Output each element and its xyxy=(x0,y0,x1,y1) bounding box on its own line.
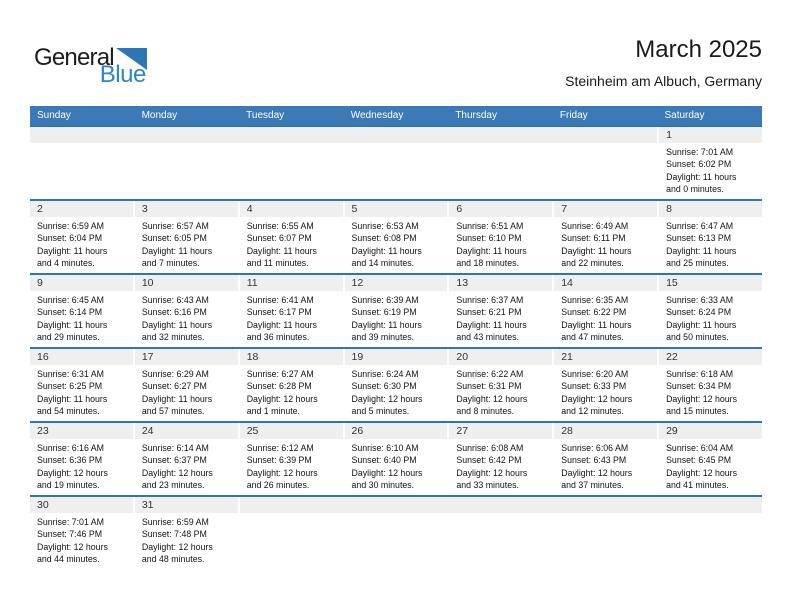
day-cell-31 xyxy=(135,497,238,569)
day-cell-22 xyxy=(659,349,762,421)
daylight-line-2: and 8 minutes. xyxy=(456,406,515,417)
day-cell-30 xyxy=(30,497,133,569)
daylight-line-1: Daylight: 11 hours xyxy=(666,245,737,256)
day-details xyxy=(659,365,762,418)
sunrise-line: Sunrise: 6:14 AM xyxy=(141,443,209,453)
day-number: 4 xyxy=(246,203,253,215)
sunset-line: Sunset: 6:25 PM xyxy=(37,381,103,392)
day-number-band xyxy=(135,497,238,513)
day-number: 15 xyxy=(666,277,678,289)
day-number: 2 xyxy=(37,203,43,215)
day-number: 14 xyxy=(561,277,573,289)
daylight-line-1: Daylight: 12 hours xyxy=(351,393,423,404)
week-row xyxy=(30,495,762,569)
title-block xyxy=(565,36,762,89)
sunrise-line: Sunrise: 6:06 AM xyxy=(561,443,629,453)
daylight-line-1: Daylight: 11 hours xyxy=(246,319,317,330)
day-number-band xyxy=(659,349,762,365)
sunrise-line: Sunrise: 6:33 AM xyxy=(666,295,734,305)
day-details xyxy=(240,217,343,270)
day-number: 25 xyxy=(246,425,259,437)
day-number-band xyxy=(659,127,762,143)
daylight-line-1: Daylight: 12 hours xyxy=(141,541,213,552)
sunset-line: Sunset: 6:28 PM xyxy=(246,381,312,392)
day-details xyxy=(30,217,133,270)
day-cell-2 xyxy=(30,201,133,273)
day-number-band xyxy=(135,201,238,217)
sunrise-line: Sunrise: 7:01 AM xyxy=(666,147,734,157)
day-cell-20 xyxy=(449,349,552,421)
daylight-line-1: Daylight: 12 hours xyxy=(456,393,528,404)
sunset-line: Sunset: 6:37 PM xyxy=(141,455,207,466)
page-title: March 2025 xyxy=(635,36,762,63)
sunset-line: Sunset: 6:10 PM xyxy=(456,233,522,244)
day-number: 27 xyxy=(456,425,469,437)
weekday-label-saturday: Saturday xyxy=(664,110,705,121)
daylight-line-2: and 48 minutes. xyxy=(141,554,205,565)
sunset-line: Sunset: 6:02 PM xyxy=(666,159,732,170)
week-row xyxy=(30,125,762,199)
daylight-line-1: Daylight: 11 hours xyxy=(666,319,737,330)
day-number-band xyxy=(240,497,762,513)
day-details xyxy=(659,291,762,344)
daylight-line-1: Daylight: 11 hours xyxy=(37,319,108,330)
sunset-line: Sunset: 6:07 PM xyxy=(246,233,312,244)
daylight-line-2: and 33 minutes. xyxy=(456,480,519,491)
day-details xyxy=(240,439,343,492)
daylight-line-1: Daylight: 11 hours xyxy=(456,245,527,256)
day-details xyxy=(554,365,657,418)
sunset-line: Sunset: 6:13 PM xyxy=(666,233,732,244)
logo-text-general: General xyxy=(34,44,114,71)
day-number: 24 xyxy=(141,425,154,437)
day-number: 5 xyxy=(351,203,358,215)
daylight-line-2: and 14 minutes. xyxy=(351,258,415,269)
day-details xyxy=(135,439,238,492)
sunset-line: Sunset: 6:43 PM xyxy=(561,455,627,466)
day-number: 13 xyxy=(456,277,469,289)
day-details xyxy=(554,217,657,270)
weekday-label-friday: Friday xyxy=(559,110,588,121)
daylight-line-2: and 22 minutes. xyxy=(561,258,624,269)
week-row xyxy=(30,273,762,347)
sunset-line: Sunset: 6:24 PM xyxy=(666,307,732,318)
day-number-band xyxy=(659,275,762,291)
daylight-line-2: and 26 minutes. xyxy=(246,480,310,491)
sunrise-line: Sunrise: 7:01 AM xyxy=(37,517,104,527)
day-number: 6 xyxy=(456,203,463,215)
day-details xyxy=(449,291,552,344)
day-cell-7 xyxy=(554,201,657,273)
weekday-label-tuesday: Tuesday xyxy=(246,110,285,121)
day-cell-27 xyxy=(449,423,552,495)
daylight-line-1: Daylight: 12 hours xyxy=(37,467,108,478)
day-number-band xyxy=(240,275,343,291)
sunset-line: Sunset: 6:11 PM xyxy=(561,233,626,244)
day-cell-4 xyxy=(240,201,343,273)
day-details xyxy=(554,439,657,492)
daylight-line-2: and 41 minutes. xyxy=(666,480,729,491)
day-number-band xyxy=(659,201,762,217)
day-number-band xyxy=(659,423,762,439)
day-number: 28 xyxy=(561,425,573,437)
day-number-band xyxy=(345,349,448,365)
day-details xyxy=(30,439,133,492)
daylight-line-2: and 29 minutes. xyxy=(37,332,100,343)
daylight-line-2: and 11 minutes. xyxy=(246,258,309,269)
day-cell-25 xyxy=(240,423,343,495)
sunrise-line: Sunrise: 6:12 AM xyxy=(246,443,314,453)
sunrise-line: Sunrise: 6:47 AM xyxy=(666,221,734,231)
daylight-line-2: and 43 minutes. xyxy=(456,332,519,343)
day-number: 17 xyxy=(141,351,154,363)
day-number: 16 xyxy=(37,351,49,363)
daylight-line-2: and 32 minutes. xyxy=(141,332,205,343)
sunset-line: Sunset: 6:34 PM xyxy=(666,381,732,392)
sunrise-line: Sunrise: 6:20 AM xyxy=(561,369,629,379)
day-cell-8 xyxy=(659,201,762,273)
sunset-line: Sunset: 6:30 PM xyxy=(351,381,417,392)
day-number-band xyxy=(240,423,343,439)
day-details xyxy=(135,291,238,344)
day-number-band xyxy=(30,349,133,365)
sunset-line: Sunset: 6:39 PM xyxy=(246,455,312,466)
day-number: 1 xyxy=(666,129,672,141)
day-number-band xyxy=(554,349,657,365)
daylight-line-1: Daylight: 12 hours xyxy=(561,467,633,478)
day-details xyxy=(659,439,762,492)
daylight-line-2: and 18 minutes. xyxy=(456,258,519,269)
sunrise-line: Sunrise: 6:59 AM xyxy=(141,517,209,527)
sunrise-line: Sunrise: 6:39 AM xyxy=(351,295,419,305)
daylight-line-2: and 25 minutes. xyxy=(666,258,729,269)
general-blue-logo xyxy=(34,46,147,87)
day-details xyxy=(345,365,448,418)
day-details xyxy=(30,291,133,344)
daylight-line-1: Daylight: 12 hours xyxy=(246,467,318,478)
day-details xyxy=(240,365,343,418)
day-cell-empty xyxy=(30,127,657,199)
daylight-line-2: and 54 minutes. xyxy=(37,406,100,417)
daylight-line-2: and 36 minutes. xyxy=(246,332,310,343)
weekday-label-sunday: Sunday xyxy=(37,110,71,121)
daylight-line-2: and 1 minute. xyxy=(246,406,300,417)
sunset-line: Sunset: 6:08 PM xyxy=(351,233,417,244)
day-details xyxy=(554,291,657,344)
day-cell-15 xyxy=(659,275,762,347)
day-number: 11 xyxy=(246,277,258,289)
day-number: 26 xyxy=(351,425,364,437)
daylight-line-2: and 47 minutes. xyxy=(561,332,624,343)
day-number-band xyxy=(30,497,133,513)
day-details xyxy=(135,513,238,566)
daylight-line-1: Daylight: 11 hours xyxy=(246,245,317,256)
day-number-band xyxy=(135,423,238,439)
day-details xyxy=(240,291,343,344)
day-cell-19 xyxy=(345,349,448,421)
sunset-line: Sunset: 6:31 PM xyxy=(456,381,522,392)
daylight-line-1: Daylight: 12 hours xyxy=(37,541,108,552)
sunrise-line: Sunrise: 6:29 AM xyxy=(141,369,209,379)
week-row xyxy=(30,199,762,273)
calendar-grid xyxy=(30,125,762,569)
day-cell-9 xyxy=(30,275,133,347)
day-details xyxy=(659,217,762,270)
sunset-line: Sunset: 7:46 PM xyxy=(37,529,103,540)
daylight-line-1: Daylight: 12 hours xyxy=(456,467,528,478)
daylight-line-1: Daylight: 11 hours xyxy=(456,319,527,330)
sunrise-line: Sunrise: 6:10 AM xyxy=(351,443,419,453)
day-cell-17 xyxy=(135,349,238,421)
day-details xyxy=(449,439,552,492)
daylight-line-2: and 5 minutes. xyxy=(351,406,410,417)
daylight-line-1: Daylight: 11 hours xyxy=(141,245,213,256)
day-cell-empty xyxy=(240,497,762,569)
day-cell-6 xyxy=(449,201,552,273)
day-number-band xyxy=(135,275,238,291)
daylight-line-1: Daylight: 12 hours xyxy=(666,393,737,404)
day-number: 8 xyxy=(666,203,672,215)
sunset-line: Sunset: 6:14 PM xyxy=(37,307,103,318)
day-details xyxy=(30,513,133,566)
day-number-band xyxy=(30,127,657,143)
day-details xyxy=(449,217,552,270)
day-number: 31 xyxy=(141,499,154,511)
sunrise-line: Sunrise: 6:08 AM xyxy=(456,443,524,453)
day-cell-13 xyxy=(449,275,552,347)
daylight-line-2: and 7 minutes. xyxy=(141,258,200,269)
day-number-band xyxy=(449,349,552,365)
daylight-line-1: Daylight: 11 hours xyxy=(561,319,632,330)
sunset-line: Sunset: 6:16 PM xyxy=(141,307,207,318)
day-number-band xyxy=(240,349,343,365)
day-cell-28 xyxy=(554,423,657,495)
sunset-line: Sunset: 6:40 PM xyxy=(351,455,417,466)
day-cell-18 xyxy=(240,349,343,421)
day-number-band xyxy=(554,423,657,439)
day-number-band xyxy=(30,201,133,217)
day-cell-12 xyxy=(345,275,448,347)
sunset-line: Sunset: 6:45 PM xyxy=(666,455,732,466)
day-number: 29 xyxy=(666,425,678,437)
day-cell-24 xyxy=(135,423,238,495)
sunrise-line: Sunrise: 6:43 AM xyxy=(141,295,209,305)
calendar xyxy=(30,106,762,569)
daylight-line-1: Daylight: 12 hours xyxy=(666,467,737,478)
daylight-line-1: Daylight: 11 hours xyxy=(351,319,422,330)
sunset-line: Sunset: 6:05 PM xyxy=(141,233,207,244)
day-details xyxy=(135,217,238,270)
week-row xyxy=(30,421,762,495)
day-cell-26 xyxy=(345,423,448,495)
day-number-band xyxy=(345,201,448,217)
sunrise-line: Sunrise: 6:27 AM xyxy=(246,369,314,379)
day-number-band xyxy=(30,423,133,439)
day-number-band xyxy=(449,423,552,439)
daylight-line-2: and 4 minutes. xyxy=(37,258,95,269)
sunrise-line: Sunrise: 6:04 AM xyxy=(666,443,734,453)
day-number: 20 xyxy=(456,351,469,363)
daylight-line-2: and 44 minutes. xyxy=(37,554,100,565)
day-number: 21 xyxy=(561,351,573,363)
day-number-band xyxy=(30,275,133,291)
sunset-line: Sunset: 6:17 PM xyxy=(246,307,312,318)
day-cell-21 xyxy=(554,349,657,421)
sunset-line: Sunset: 6:33 PM xyxy=(561,381,627,392)
sunset-line: Sunset: 6:36 PM xyxy=(37,455,103,466)
daylight-line-2: and 12 minutes. xyxy=(561,406,624,417)
daylight-line-2: and 37 minutes. xyxy=(561,480,624,491)
sunset-line: Sunset: 6:21 PM xyxy=(456,307,522,318)
day-number: 12 xyxy=(351,277,364,289)
day-number: 9 xyxy=(37,277,43,289)
day-details xyxy=(30,365,133,418)
daylight-line-1: Daylight: 12 hours xyxy=(561,393,633,404)
sunset-line: Sunset: 7:48 PM xyxy=(141,529,207,540)
day-details xyxy=(345,439,448,492)
day-details xyxy=(345,217,448,270)
daylight-line-1: Daylight: 12 hours xyxy=(351,467,423,478)
day-details xyxy=(345,291,448,344)
sunrise-line: Sunrise: 6:24 AM xyxy=(351,369,419,379)
sunrise-line: Sunrise: 6:49 AM xyxy=(561,221,629,231)
daylight-line-2: and 30 minutes. xyxy=(351,480,415,491)
daylight-line-2: and 0 minutes. xyxy=(666,184,724,195)
day-number-band xyxy=(449,275,552,291)
sunrise-line: Sunrise: 6:57 AM xyxy=(141,221,209,231)
sunrise-line: Sunrise: 6:53 AM xyxy=(351,221,419,231)
day-cell-11 xyxy=(240,275,343,347)
day-number: 19 xyxy=(351,351,364,363)
day-cell-23 xyxy=(30,423,133,495)
daylight-line-1: Daylight: 11 hours xyxy=(561,245,632,256)
sunrise-line: Sunrise: 6:31 AM xyxy=(37,369,104,379)
day-details xyxy=(135,365,238,418)
day-cell-29 xyxy=(659,423,762,495)
day-number: 7 xyxy=(561,203,568,215)
daylight-line-2: and 23 minutes. xyxy=(141,480,205,491)
week-row xyxy=(30,347,762,421)
day-cell-5 xyxy=(345,201,448,273)
sunset-line: Sunset: 6:22 PM xyxy=(561,307,627,318)
daylight-line-1: Daylight: 12 hours xyxy=(246,393,318,404)
day-cell-10 xyxy=(135,275,238,347)
sunset-line: Sunset: 6:27 PM xyxy=(141,381,207,392)
daylight-line-1: Daylight: 11 hours xyxy=(37,245,108,256)
sunrise-line: Sunrise: 6:51 AM xyxy=(456,221,524,231)
sunrise-line: Sunrise: 6:16 AM xyxy=(37,443,104,453)
day-number: 30 xyxy=(37,499,49,511)
daylight-line-2: and 19 minutes. xyxy=(37,480,100,491)
day-cell-3 xyxy=(135,201,238,273)
daylight-line-2: and 15 minutes. xyxy=(666,406,729,417)
sunrise-line: Sunrise: 6:59 AM xyxy=(37,221,104,231)
day-number-band xyxy=(554,275,657,291)
daylight-line-2: and 57 minutes. xyxy=(141,406,205,417)
daylight-line-1: Daylight: 11 hours xyxy=(141,319,213,330)
logo-text-blue: Blue xyxy=(99,61,146,88)
sunrise-line: Sunrise: 6:37 AM xyxy=(456,295,524,305)
daylight-line-1: Daylight: 12 hours xyxy=(141,467,213,478)
daylight-line-1: Daylight: 11 hours xyxy=(37,393,108,404)
sunrise-line: Sunrise: 6:18 AM xyxy=(666,369,734,379)
sunset-line: Sunset: 6:04 PM xyxy=(37,233,103,244)
day-details xyxy=(449,365,552,418)
weekday-label-thursday: Thursday xyxy=(455,110,497,121)
day-number: 23 xyxy=(37,425,49,437)
page-subtitle: Steinheim am Albuch, Germany xyxy=(565,72,762,89)
day-number: 22 xyxy=(666,351,678,363)
day-number: 3 xyxy=(141,203,148,215)
day-cell-16 xyxy=(30,349,133,421)
sunset-line: Sunset: 6:19 PM xyxy=(351,307,417,318)
sunrise-line: Sunrise: 6:22 AM xyxy=(456,369,524,379)
daylight-line-2: and 50 minutes. xyxy=(666,332,729,343)
day-number-band xyxy=(554,201,657,217)
daylight-line-1: Daylight: 11 hours xyxy=(141,393,213,404)
day-number-band xyxy=(449,201,552,217)
day-number-band xyxy=(345,275,448,291)
sunset-line: Sunset: 6:42 PM xyxy=(456,455,522,466)
day-number-band xyxy=(345,423,448,439)
daylight-line-1: Daylight: 11 hours xyxy=(351,245,422,256)
day-number: 18 xyxy=(246,351,259,363)
weekday-label-monday: Monday xyxy=(141,110,178,121)
sunrise-line: Sunrise: 6:35 AM xyxy=(561,295,629,305)
sunrise-line: Sunrise: 6:55 AM xyxy=(246,221,314,231)
sunrise-line: Sunrise: 6:45 AM xyxy=(37,295,104,305)
weekday-label-wednesday: Wednesday xyxy=(350,110,404,121)
day-number-band xyxy=(135,349,238,365)
sunrise-line: Sunrise: 6:41 AM xyxy=(246,295,314,305)
day-number: 10 xyxy=(141,277,154,289)
day-cell-1 xyxy=(659,127,762,199)
day-number-band xyxy=(240,201,343,217)
day-cell-14 xyxy=(554,275,657,347)
daylight-line-2: and 39 minutes. xyxy=(351,332,415,343)
daylight-line-1: Daylight: 11 hours xyxy=(666,171,737,182)
weekday-header-bar xyxy=(30,106,762,125)
day-details xyxy=(659,143,762,196)
